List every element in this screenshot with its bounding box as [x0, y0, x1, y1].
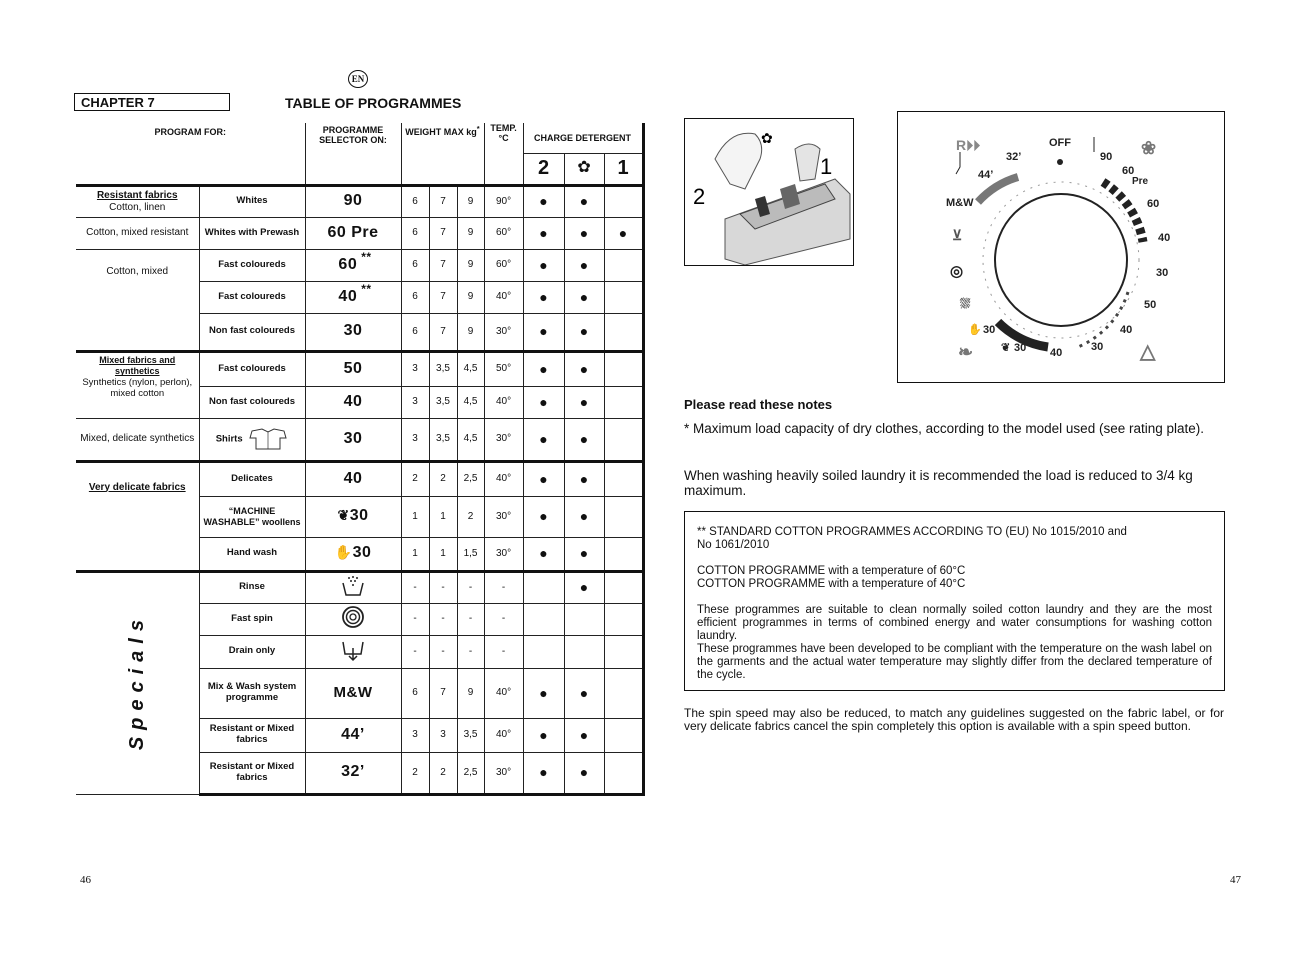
weight-3: 4,5: [457, 351, 484, 386]
box-line-3: COTTON PROGRAMME with a temperature of 60°C: [697, 565, 966, 577]
det-1: [604, 537, 643, 571]
stars: **: [361, 249, 372, 264]
table-row: [76, 185, 643, 217]
prog-selector: [305, 571, 401, 603]
prog-selector: 40: [305, 461, 401, 496]
det-2: [523, 635, 564, 668]
table-title: TABLE OF PROGRAMMES: [285, 95, 462, 111]
cotton-icon: ❀: [1141, 138, 1157, 158]
temp: -: [484, 603, 523, 635]
prog-name: Delicates: [199, 461, 305, 496]
wool-icon: ❦: [1001, 342, 1011, 354]
table-row: [76, 351, 643, 386]
weight-3: 4,5: [457, 418, 484, 461]
det-flower: ●: [564, 351, 604, 386]
dial-40d: 40: [1050, 347, 1063, 359]
box-para-2: These programmes have been developed to be compliant with the temperature on the wash label on the garments and the actual water temperature may slightly differ from the declared temperature of the cycle.: [697, 643, 1212, 681]
weight-2: 7: [429, 249, 457, 281]
group-very-delicate: [76, 461, 199, 571]
table-row: [76, 461, 643, 496]
group-specials: [76, 571, 199, 794]
header-weight-label: WEIGHT MAX kg: [405, 127, 477, 137]
prog-selector: M&W: [305, 668, 401, 718]
language-badge: EN: [348, 70, 368, 88]
dial-40c: 40: [1120, 324, 1133, 336]
det-2: [523, 603, 564, 635]
flower-compartment: [564, 153, 604, 185]
prog-name: “MACHINE WASHABLE” woollens: [199, 496, 305, 537]
temp: 40°: [484, 461, 523, 496]
drain-icon: [340, 638, 366, 662]
det-1: [604, 635, 643, 668]
det-1: [604, 386, 643, 418]
prog-name: Mix & Wash system programme: [199, 668, 305, 718]
drain-icon: ⊻: [952, 227, 963, 243]
selector-value: 40: [338, 287, 358, 305]
weight-1: 2: [401, 752, 429, 794]
group-cotton-mixed-resistant: Cotton, mixed resistant: [76, 217, 199, 249]
det-2: ●: [523, 752, 564, 794]
weight-2: 7: [429, 185, 457, 217]
weight-1: 3: [401, 386, 429, 418]
det-flower: ●: [564, 386, 604, 418]
det-2: ●: [523, 351, 564, 386]
det-1: [604, 281, 643, 313]
det-1: [604, 418, 643, 461]
det-flower: ●: [564, 496, 604, 537]
page-number-right: 47: [1230, 874, 1241, 886]
temp: 90°: [484, 185, 523, 217]
drawer-drawing: [685, 119, 853, 265]
weight-3: 4,5: [457, 386, 484, 418]
weight-2: 7: [429, 668, 457, 718]
weight-2: 2: [429, 461, 457, 496]
hand-wash-icon: ✋: [968, 324, 982, 336]
header-selector: PROGRAMME SELECTOR ON:: [305, 123, 401, 185]
temp: 40°: [484, 668, 523, 718]
prog-selector: [305, 635, 401, 668]
prog-name: [199, 418, 305, 461]
dial-pre: Pre: [1132, 176, 1149, 187]
weight-2: 2: [429, 752, 457, 794]
compartment-2: 2: [523, 153, 564, 185]
header-temp: TEMP. °C: [484, 123, 523, 185]
temp: 50°: [484, 351, 523, 386]
prog-selector: [305, 496, 401, 537]
prog-name: Fast coloureds: [199, 351, 305, 386]
temp: 30°: [484, 537, 523, 571]
weight-2: 3,5: [429, 386, 457, 418]
det-2: ●: [523, 418, 564, 461]
det-2: [523, 571, 564, 603]
det-flower: ●: [564, 249, 604, 281]
selector-value: 30: [352, 544, 372, 562]
page-number-left: 46: [80, 874, 91, 886]
weight-2: 1: [429, 537, 457, 571]
group-title: Mixed fabrics and synthetics: [99, 354, 176, 377]
weight-1: 3: [401, 718, 429, 752]
weight-2: 3: [429, 718, 457, 752]
spin-icon: ◎: [950, 263, 964, 280]
group-sub: Synthetics (nylon, perlon), mixed cotton: [82, 377, 193, 400]
header-charge-detergent: CHARGE DETERGENT: [523, 123, 643, 153]
standard-cotton-box: [684, 511, 1225, 691]
temp: 40°: [484, 386, 523, 418]
weight-2: 7: [429, 313, 457, 351]
off-marker: [1057, 159, 1063, 165]
temp: 60°: [484, 249, 523, 281]
det-1: [604, 185, 643, 217]
weight-3: 3,5: [457, 718, 484, 752]
weight-2: 3,5: [429, 418, 457, 461]
detergent-drawer-illustration: [684, 118, 854, 266]
weight-3: 9: [457, 313, 484, 351]
dial-knob: [995, 194, 1127, 326]
det-flower: ●: [564, 217, 604, 249]
dial-30c: 30: [1091, 341, 1104, 353]
weight-1: 3: [401, 418, 429, 461]
weight-1: 3: [401, 351, 429, 386]
group-resistant: [76, 185, 199, 217]
dial-50: 50: [1144, 299, 1157, 311]
box-line-2: No 1061/2010: [697, 539, 770, 551]
temp: 30°: [484, 313, 523, 351]
temp: 40°: [484, 718, 523, 752]
weight-3: 2: [457, 496, 484, 537]
weight-2: 3,5: [429, 351, 457, 386]
box-line-4: COTTON PROGRAMME with a temperature of 40°C: [697, 578, 966, 590]
prog-name: Rinse: [199, 571, 305, 603]
chapter-label: CHAPTER 7: [74, 93, 230, 111]
group-title: Resistant fabrics: [96, 190, 178, 201]
det-flower: ●: [564, 461, 604, 496]
det-flower: ●: [564, 668, 604, 718]
compartment-1: 1: [604, 153, 643, 185]
temp: 30°: [484, 496, 523, 537]
temp: -: [484, 635, 523, 668]
prog-selector: 30: [305, 313, 401, 351]
dial-30: 30: [1156, 267, 1169, 279]
temp: 40°: [484, 281, 523, 313]
flower-icon: ✿: [761, 130, 773, 146]
spin-icon: [341, 605, 365, 629]
weight-3: 9: [457, 185, 484, 217]
det-1: [604, 718, 643, 752]
det-flower: ●: [564, 313, 604, 351]
arc-cotton: [1103, 182, 1143, 242]
weight-2: 7: [429, 217, 457, 249]
divider-left: [956, 152, 960, 174]
prog-selector: [305, 249, 401, 281]
rinse-icon: ⛆: [960, 296, 971, 311]
det-1: [604, 351, 643, 386]
prog-name: Fast spin: [199, 603, 305, 635]
weight-3: -: [457, 603, 484, 635]
prog-selector: 60 Pre: [305, 217, 401, 249]
dial-44: 44’: [978, 169, 994, 181]
det-2: ●: [523, 313, 564, 351]
weight-1: 6: [401, 668, 429, 718]
det-1: [604, 249, 643, 281]
programme-dial: [897, 111, 1225, 383]
prog-name: Resistant or Mixed fabrics: [199, 752, 305, 794]
temp: 60°: [484, 217, 523, 249]
det-flower: ●: [564, 718, 604, 752]
det-flower: [564, 603, 604, 635]
temp: 30°: [484, 752, 523, 794]
weight-2: 1: [429, 496, 457, 537]
weight-2: -: [429, 571, 457, 603]
selector-value: 60: [338, 255, 358, 273]
det-1: [604, 461, 643, 496]
selector-value: 30: [349, 507, 369, 525]
det-flower: ●: [564, 418, 604, 461]
temp: -: [484, 571, 523, 603]
flower-icon: ✿: [577, 159, 591, 177]
prog-selector: 32’: [305, 752, 401, 794]
prog-name: Resistant or Mixed fabrics: [199, 718, 305, 752]
prog-selector: [305, 603, 401, 635]
prog-selector: 44’: [305, 718, 401, 752]
header-weight: [401, 123, 484, 185]
group-cotton-mixed: Cotton, mixed: [76, 249, 199, 351]
weight-1: -: [401, 635, 429, 668]
det-2: ●: [523, 718, 564, 752]
notes-title: Please read these notes: [684, 397, 833, 412]
note-load-capacity: * Maximum load capacity of dry clothes, according to the model used (see rating plate).: [684, 421, 1205, 436]
weight-3: 2,5: [457, 461, 484, 496]
triangle-icon: △: [1140, 341, 1156, 363]
spin-speed-note: The spin speed may also be reduced, to match any guidelines suggested on the fabric label, or for very delicate fabrics cancel the spin completely this option is available with a spin speed button.: [684, 706, 1224, 733]
prog-selector: 90: [305, 185, 401, 217]
det-flower: ●: [564, 752, 604, 794]
prog-name: Whites: [199, 185, 305, 217]
prog-name: Fast coloureds: [199, 281, 305, 313]
dial-40: 40: [1158, 232, 1171, 244]
programmes-table: [76, 123, 645, 796]
hand-wash-icon: ✋: [334, 544, 353, 561]
prog-label: Shirts: [215, 433, 243, 445]
prog-name: Non fast coloureds: [199, 386, 305, 418]
group-title: Very delicate fabrics: [88, 481, 186, 493]
prog-selector: 50: [305, 351, 401, 386]
weight-3: -: [457, 571, 484, 603]
det-1: [604, 752, 643, 794]
weight-2: -: [429, 635, 457, 668]
weight-3: 9: [457, 249, 484, 281]
feather-icon: ❧: [958, 342, 974, 362]
det-flower: ●: [564, 185, 604, 217]
det-flower: ●: [564, 537, 604, 571]
weight-3: 1,5: [457, 537, 484, 571]
prog-name: Hand wash: [199, 537, 305, 571]
weight-1: -: [401, 603, 429, 635]
det-2: ●: [523, 217, 564, 249]
det-2: ●: [523, 496, 564, 537]
det-2: ●: [523, 185, 564, 217]
det-2: ●: [523, 461, 564, 496]
weight-1: -: [401, 571, 429, 603]
group-sub: Cotton, linen: [109, 201, 166, 213]
det-flower: ●: [564, 281, 604, 313]
prog-selector: 40: [305, 386, 401, 418]
det-2: ●: [523, 386, 564, 418]
weight-3: 9: [457, 281, 484, 313]
temp: 30°: [484, 418, 523, 461]
wool-icon: ❦: [337, 507, 350, 524]
det-2: ●: [523, 537, 564, 571]
det-2: ●: [523, 281, 564, 313]
dial-wool-30: 30: [1014, 342, 1027, 354]
weight-1: 6: [401, 313, 429, 351]
weight-asterisk: *: [476, 124, 480, 133]
label-2: 2: [693, 184, 706, 209]
det-1: ●: [604, 217, 643, 249]
table-row: [76, 571, 643, 603]
dial-60b: 60: [1147, 198, 1160, 210]
weight-1: 2: [401, 461, 429, 496]
det-flower: [564, 635, 604, 668]
header-program-for: PROGRAM FOR:: [76, 123, 305, 185]
label-1: 1: [820, 154, 833, 179]
det-flower: ●: [564, 571, 604, 603]
prog-selector: [305, 281, 401, 313]
note-heavily-soiled: When washing heavily soiled laundry it is recommended the load is reduced to 3/4 kg maximum.: [684, 468, 1193, 498]
specials-label: Specials: [125, 612, 148, 750]
weight-2: 7: [429, 281, 457, 313]
det-1: [604, 603, 643, 635]
prog-name: Drain only: [199, 635, 305, 668]
prog-name: Whites with Prewash: [199, 217, 305, 249]
weight-3: -: [457, 635, 484, 668]
weight-1: 6: [401, 281, 429, 313]
dial-drawing: [898, 112, 1224, 382]
prog-name: Non fast coloureds: [199, 313, 305, 351]
dial-32: 32’: [1006, 151, 1022, 163]
box-para-1: These programmes are suitable to clean normally soiled cotton laundry and they are the most efficient programmes in terms of combined energy and water consumptions for washing cotton laundry.: [697, 604, 1212, 642]
weight-1: 6: [401, 249, 429, 281]
rapid-icon: R⏵⏵: [956, 137, 981, 153]
weight-3: 9: [457, 217, 484, 249]
box-line-1: ** STANDARD COTTON PROGRAMMES ACCORDING TO (EU) No 1015/2010 and: [697, 526, 1127, 538]
weight-1: 6: [401, 217, 429, 249]
weight-1: 1: [401, 537, 429, 571]
rinse-icon: [341, 575, 365, 597]
table-row: [76, 217, 643, 249]
stars: **: [361, 281, 372, 296]
prog-selector: [305, 537, 401, 571]
table-row: [76, 418, 643, 461]
group-mixed-delicate: Mixed, delicate synthetics: [76, 418, 199, 461]
weight-3: 2,5: [457, 752, 484, 794]
weight-1: 1: [401, 496, 429, 537]
dial-60: 60: [1122, 165, 1135, 177]
det-1: [604, 496, 643, 537]
dial-off: OFF: [1049, 137, 1071, 149]
table-row: [76, 249, 643, 281]
dial-90: 90: [1100, 151, 1113, 163]
group-mixed-synthetics: [76, 351, 199, 418]
det-2: ●: [523, 668, 564, 718]
weight-2: -: [429, 603, 457, 635]
prog-selector: 30: [305, 418, 401, 461]
shirt-icon: [248, 428, 288, 450]
prog-name: Fast coloureds: [199, 249, 305, 281]
weight-1: 6: [401, 185, 429, 217]
weight-3: 9: [457, 668, 484, 718]
det-1: [604, 668, 643, 718]
det-1: [604, 313, 643, 351]
dial-mw: M&W: [946, 197, 974, 209]
dial-hand-30: 30: [983, 324, 996, 336]
arc-synthetic: [1078, 292, 1128, 347]
det-2: ●: [523, 249, 564, 281]
det-1: [604, 571, 643, 603]
